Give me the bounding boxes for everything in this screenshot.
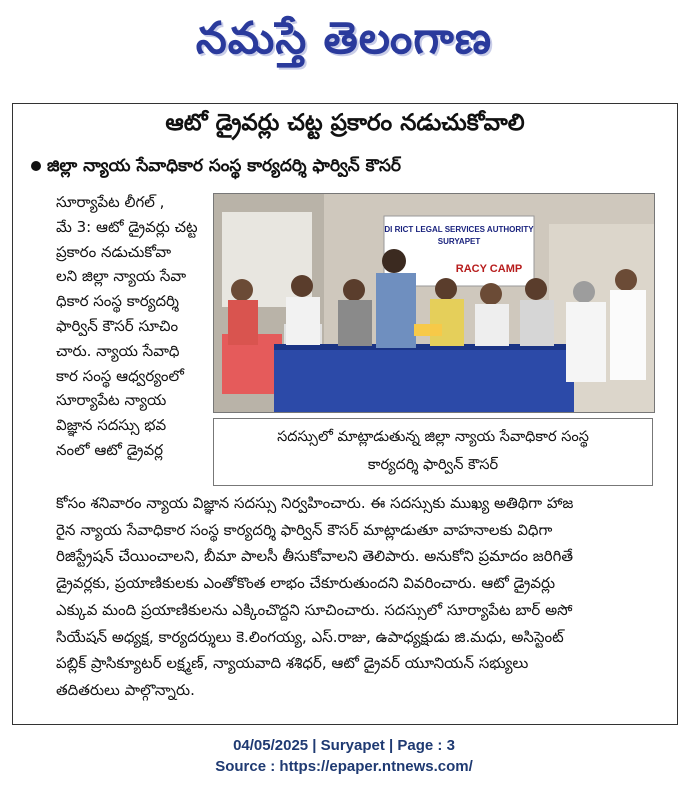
body-line: చారు. న్యాయ సేవాధి	[56, 341, 180, 360]
subhead-text: జిల్లా న్యాయ సేవాధికార సంస్థ కార్యదర్శి ఫార్విన్ కౌసర్	[47, 156, 401, 176]
banner-text-1: DI RICT LEGAL SERVICES AUTHORITY	[384, 225, 534, 234]
banner-text-2: SURYAPET	[437, 237, 481, 246]
body-line: సూర్యాపేట న్యాయ	[56, 391, 167, 410]
body-line: తదితరులు పాల్గొన్నారు.	[56, 680, 195, 699]
body-line: సియేషన్ అధ్యక్ష, కార్యదర్శులు కె.లింగయ్య, ఎస్.రాజు, ఉపాధ్యక్షుడు జి.మధు, అసిస్టెంట్	[56, 627, 564, 646]
masthead-title: నమస్తే తెలంగాణ	[195, 13, 493, 64]
body-line: కోసం శనివారం న్యాయ విజ్ఞాన సదస్సు నిర్వహించారు. ఈ సదస్సుకు ముఖ్య అతిథిగా హాజ	[56, 494, 574, 512]
article-headline: ఆటో డ్రైవర్లు చట్ట ప్రకారం నడుచుకోవాలి	[165, 110, 525, 136]
footer-date-line: 04/05/2025 | Suryapet | Page : 3	[233, 737, 455, 754]
body-line: నంలో ఆటో డ్రైవర్ల	[56, 440, 164, 459]
news-photo	[213, 193, 655, 413]
body-line: సూర్యాపేట లీగల్ ,	[56, 193, 165, 211]
narrow-column	[56, 190, 208, 463]
banner-text-3: RACY CAMP	[455, 263, 523, 275]
body-line: డ్రైవర్లకు, ప్రయాణికులకు ఎంతోకొంత లాభం చేకూరుతుందని వివరించారు. ఆటో డ్రైవర్లు	[56, 574, 556, 593]
body-line: రిజిస్ట్రేషన్ చేయించాలని, బీమా పాలసీ తీసుకోవాలని తెలిపారు. అనుకోని ప్రమాదం జరిగితే	[56, 547, 574, 566]
body-line: విజ్ఞాన సదస్సు భవ	[56, 416, 167, 435]
body-line: లని జిల్లా న్యాయ సేవా	[56, 267, 187, 286]
body-line: మే 3: ఆటో డ్రైవర్లు చట్ట	[56, 217, 198, 236]
caption-line: సదస్సులో మాట్లాడుతున్న జిల్లా న్యాయ సేవాధికార సంస్థ	[277, 429, 589, 445]
body-line: ఫార్విన్ కౌసర్ సూచిం	[56, 316, 179, 335]
body-line: కార సంస్థ ఆధ్వర్యంలో	[56, 366, 184, 385]
article-subhead	[31, 156, 401, 180]
body-line: ధికార సంస్థ కార్యదర్శి	[56, 292, 179, 311]
full-width-body	[56, 490, 660, 704]
body-line: ఎక్కువ మంది ప్రయాణికులను ఎక్కించొద్దని సూచించారు. సదస్సులో సూర్యాపేట బార్ అసో	[56, 600, 573, 619]
photo-caption	[213, 418, 653, 486]
body-line: రైన న్యాయ సేవాధికార సంస్థ కార్యదర్శి ఫార్విన్ కౌసర్ మాట్లాడుతూ వాహనాలకు విధిగా	[56, 520, 553, 539]
bullet-icon	[31, 161, 41, 171]
body-line: పబ్లిక్ ప్రాసిక్యూటర్ లక్ష్మణ్, న్యాయవాది శశిధర్, ఆటో డ్రైవర్ యూనియన్ సభ్యులు	[56, 654, 529, 673]
masthead	[0, 0, 688, 88]
news-photo-illustration	[214, 194, 654, 412]
caption-line: కార్యదర్శి ఫార్విన్ కౌసర్	[367, 457, 499, 473]
footer-source-line: Source : https://epaper.ntnews.com/	[215, 758, 473, 775]
body-line: ప్రకారం నడుచుకోవా	[56, 242, 172, 261]
